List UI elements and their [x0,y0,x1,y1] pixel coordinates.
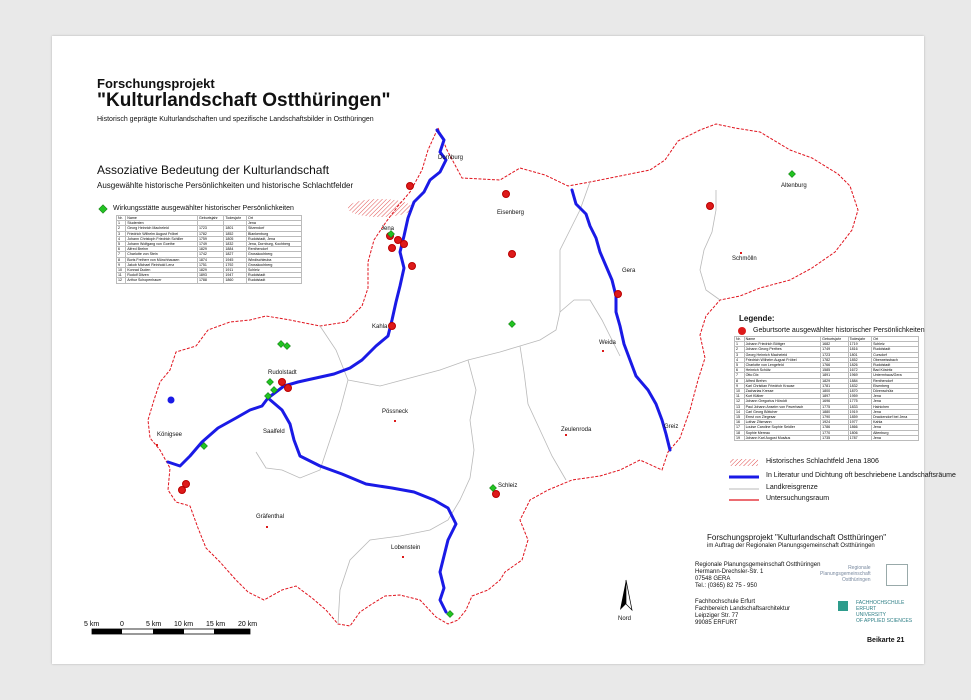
table-cell: Grosskochberg [247,262,302,267]
table-cell: 1759 [197,236,223,241]
table-cell: 1781 [821,383,848,388]
place-label: Altenburg [781,183,807,189]
place-label: Gera [622,268,636,274]
table-cell: 6 [117,247,126,252]
table-cell: Schleiz [872,342,919,347]
table-cell: Arthur Schopenhauer [126,278,198,283]
scale-label: 15 km [206,621,226,628]
rpg-address: Regionale Planungsgemeinschaft Ostthüringen Hermann-Drechsler-Str. 1 07548 GERA Tel.: (0365) 82 75 - 950 [695,562,821,589]
table-cell: 1874 [197,257,223,262]
table-cell: 1866 [848,425,871,430]
table-cell: 1723 [821,352,848,357]
legend-battlefield-symbol [730,459,758,466]
table-cell: Friedrich Wilhelm August Fröbel [126,231,198,236]
table-cell: 6 [735,368,745,373]
fh-address: Fachhochschule Erfurt Fachbereich Landschaftsarchitektur Leipziger Str. 77 99085 ERFURT [695,599,791,626]
legend-battlefield-label: Historisches Schlachtfeld Jena 1806 [766,458,879,465]
birthplace-marker [503,191,510,198]
river-saale-upper [268,398,456,612]
fh-logo-text: FACHHOCHSCHULE ERFURT UNIVERSITY OF APPLIED SCIENCES [856,600,913,624]
table-cell: 1911 [224,268,247,273]
table-cell: 1735 [821,435,848,440]
table-cell: 10 [735,389,745,394]
river-weisse-elster [572,190,670,450]
worksite-legend-marker [99,205,107,213]
table-cell: Kurt Kläber [744,394,821,399]
table-cell: Charlotte von Lengefeld [744,363,821,368]
table-header-cell: Nr. [735,337,745,342]
table-cell: 1770 [821,430,848,435]
table-cell: Untermhaus/Gera [872,373,919,378]
table-cell: Jakob Michael Reinhold Lenz [126,262,198,267]
table-cell: Johann Georg Perthes [744,347,821,352]
table-cell: 2 [117,226,126,231]
district-boundaries [256,182,720,624]
table-cell: 1884 [224,247,247,252]
table-cell: 1829 [821,378,848,383]
table-cell: 1859 [848,415,871,420]
place-label: Schleiz [498,483,518,489]
table-cell: 7 [735,373,745,378]
scale-bar [92,629,250,634]
table-cell: 1749 [821,347,848,352]
table-cell: Konrad Duden [126,268,198,273]
table-cell: 1749 [197,242,223,247]
legend-birthplace-symbol [738,327,746,335]
worksite-marker [283,342,290,349]
birthplace-marker [493,491,500,498]
table-cell: 1775 [821,404,848,409]
table-cell: Zacharias Kresse [744,389,821,394]
table-cell: 1766 [821,363,848,368]
table-cell: 12 [735,399,745,404]
section-subheading: Ausgewählte historische Persönlichkeiten und historische Schlachtfelder [97,181,354,190]
scale-label: 10 km [174,621,194,628]
table-cell: Blankenburg [247,231,302,236]
project-label: Forschungsprojekt [97,76,215,91]
table-cell: 1782 [821,357,848,362]
table-cell: 1945 [224,257,247,262]
table-cell: 4 [735,357,745,362]
table-cell: 1969 [848,373,871,378]
table-cell: 1775 [848,399,871,404]
table-header-cell: Todesjahr [848,337,871,342]
table-header-cell: Ort [872,337,919,342]
fh-logo-icon [838,601,848,611]
table-cell: 17 [735,425,745,430]
table-cell: 1893 [197,273,223,278]
place-label: Saalfeld [263,429,285,435]
battlefield-jena-1806 [348,199,412,217]
table-row [735,357,919,362]
table-cell: Johann Christoph Friedrich Schiller [126,236,198,241]
table-cell: Hainichen [872,404,919,409]
table-cell: 1829 [197,247,223,252]
table-cell: 1787 [848,435,871,440]
table-cell: Ernst von Ziegesar [744,415,821,420]
legend-title: Legende: [739,314,775,323]
table-cell: Rudolstadt [247,278,302,283]
worksite-marker [446,610,453,617]
place-label: Rudolstadt [268,370,297,376]
table-row [735,389,919,394]
place-label: Gräfenthal [256,514,285,520]
table-cell: 1891 [821,373,848,378]
table-cell: 2 [735,347,745,352]
table-cell: 12 [117,278,126,283]
table-cell: Rudolf Ditzen [126,273,198,278]
table-cell: Jena [872,399,919,404]
place-label: Zeulenroda [561,427,592,433]
table-cell: 1852 [224,231,247,236]
birthplace-table [734,336,919,441]
table-cell: 1585 [821,368,848,373]
table-cell: 3 [117,231,126,236]
table-cell: 1829 [197,268,223,273]
table-cell: 10 [117,268,126,273]
table-cell: Otto Dix [744,373,821,378]
table-cell: 1800 [821,389,848,394]
table-cell: 1790 [821,415,848,420]
table-cell: Renthendorf [247,247,302,252]
birthplace-marker [615,291,622,298]
north-arrow-icon [620,580,632,610]
table-cell: 1786 [821,425,848,430]
table-header-cell: Name [126,216,198,221]
table-cell: 1852 [848,357,871,362]
table-cell: 8 [735,378,745,383]
table-cell: Friedrich Wilhelm August Fröbel [744,357,821,362]
table-cell: 1682 [821,342,848,347]
table-cell: 16 [735,420,745,425]
footer-auftrag: im Auftrag der Regionalen Planungsgemeinschaft Ostthüringen [707,543,875,549]
birthplace-marker [179,487,186,494]
table-cell: Jena [872,409,919,414]
table-cell: 1801 [848,352,871,357]
legend-district-label: Landkreisgrenze [766,484,818,491]
place-label: Jena [381,226,395,232]
table-cell: Studenten [126,221,198,226]
birthplace-marker [389,323,396,330]
table-cell: 9 [117,262,126,267]
table-cell: 1977 [848,420,871,425]
table-row [117,278,302,283]
table-cell: Jena [872,394,919,399]
table-cell: Grosskochberg [247,252,302,257]
page-title: "Kulturlandschaft Ostthüringen" [97,90,391,111]
table-cell: Kahla [872,420,919,425]
worksite-marker [266,378,273,385]
table-cell: Sitzendorf [247,226,302,231]
table-cell: Bad Köstritz [872,368,919,373]
table-cell: Rudolstadt [872,347,919,352]
table-cell: 9 [735,383,745,388]
table-row [735,415,919,420]
birthplace-marker [407,183,414,190]
table-cell: Altenburg [872,430,919,435]
scale-label: 5 km [84,621,100,628]
table-cell: Alfred Brehm [744,378,821,383]
table-row [735,378,919,383]
table-cell: 1 [735,342,745,347]
table-cell: 1924 [821,420,848,425]
table-cell: 1832 [848,383,871,388]
place-label: Schmölln [732,256,757,262]
table-header-cell: Name [744,337,821,342]
place-label: Greiz [664,424,679,430]
table-cell: Boris Freiherr von Münchhausen [126,257,198,262]
table-cell: 1860 [224,278,247,283]
table-cell: 1782 [197,231,223,236]
table-cell: 1801 [224,226,247,231]
table-cell: 1719 [848,342,871,347]
table-header-cell: Geburtsjahr [197,216,223,221]
table-cell: 15 [735,415,745,420]
table-cell: Drackendorf bei Jena [872,415,919,420]
north-label: Nord [618,616,632,622]
table-cell: Johann Wolfgang von Goethe [126,242,198,247]
table-cell: 14 [735,409,745,414]
table-cell: 11 [735,394,745,399]
table-cell: Heinrich Schütz [744,368,821,373]
table-row [735,435,919,440]
place-label: Dornburg [438,155,464,161]
section-heading: Assoziative Bedeutung der Kulturlandschaft [97,163,330,177]
table-cell: 1826 [848,363,871,368]
birthplace-marker [409,263,416,270]
worksite-marker [508,320,515,327]
birthplace-marker-blue [168,397,175,404]
table-cell: Carl Georg Böttcher [744,409,821,414]
table-cell: 5 [735,363,745,368]
table-cell: Rudolstadt [872,363,919,368]
table-cell: 13 [735,404,745,409]
table-cell: Sophie Mereau [744,430,821,435]
table-cell: Rudolstadt [247,273,302,278]
rivers [168,130,670,612]
table-cell: Karl Christian Friedrich Krause [744,383,821,388]
table-cell: 1897 [821,394,848,399]
table-cell: Johann Friedrich Böttger [744,342,821,347]
table-cell: Jena [872,425,919,430]
table-cell: 1833 [848,404,871,409]
table-cell: 1806 [848,430,871,435]
table-cell: Eisenberg [872,383,919,388]
table-cell: 5 [117,242,126,247]
table-cell: Johann Gregorius Höroldt [744,399,821,404]
table-cell: 1696 [821,399,848,404]
table-cell: Windischleuba [247,257,302,262]
birthplace-marker [509,251,516,258]
place-label: Eisenberg [497,210,525,216]
table-header-cell: Ort [247,216,302,221]
table-cell: 1884 [848,378,871,383]
place-label: Kahla [372,324,388,330]
table-cell: Oberweissbach [872,357,919,362]
table-cell: Johann Karl August Musäus [744,435,821,440]
table-cell: 1832 [224,242,247,247]
table-cell: 1723 [197,226,223,231]
table-cell: Cursdorf [872,352,919,357]
table-header-cell: Todesjahr [224,216,247,221]
table-row [735,368,919,373]
table-cell: Jena, Dornburg, Kochberg [247,242,302,247]
table-cell: 1827 [224,252,247,257]
table-cell: 1919 [848,409,871,414]
table-cell: 4 [117,236,126,241]
table-cell: Paul Johann Anselm von Feuerbach [744,404,821,409]
table-cell: Jena [247,221,302,226]
table-cell: 19 [735,435,745,440]
table-cell: 1742 [197,252,223,257]
page-subtitle: Historisch geprägte Kulturlandschaften und spezifische Landschaftsbilder in Ostthüringen [97,116,374,123]
table-header-cell: Nr. [117,216,126,221]
table-cell: Louise Caroline Sophie Seidler [744,425,821,430]
table-cell: 8 [117,257,126,262]
table-header-cell: Geburtsjahr [821,337,848,342]
table-cell: Renthendorf [872,378,919,383]
table-cell: 1672 [848,368,871,373]
table-cell: 1816 [848,347,871,352]
table-cell: 1788 [197,278,223,283]
rpg-logo-text: Regionale Planungsgemeinschaft Ostthüringen [820,565,871,583]
place-label: Weida [599,340,616,346]
table-cell: Schleiz [247,268,302,273]
table-cell: 1 [117,221,126,226]
table-cell: 1792 [224,262,247,267]
table-cell: Rudolstadt, Jena [247,236,302,241]
birthplace-marker [707,203,714,210]
table-cell: Jena [872,435,919,440]
table-cell: 18 [735,430,745,435]
table-cell: 1751 [197,262,223,267]
table-cell: 1805 [224,236,247,241]
table-cell: Lothar Zitzmann [744,420,821,425]
table-cell: 1870 [848,389,871,394]
legend-river-label: In Literatur und Dichtung oft beschriebene Landschaftsräume [766,472,956,479]
birthplace-marker [279,379,286,386]
table-cell: Dörenschütz [872,389,919,394]
legend-boundary-label: Untersuchungsraum [766,495,830,502]
scale-label: 5 km [146,621,162,628]
table-cell: 1959 [848,394,871,399]
birthplace-marker [285,385,292,392]
table-cell: Georg Heinrich Macheleid [744,352,821,357]
place-label: Königsee [157,432,183,438]
table-cell: 1947 [224,273,247,278]
worksite-legend-label: Wirkungsstätte ausgewählter historischer Persönlichkeiten [113,205,294,212]
table-cell: 3 [735,352,745,357]
scale-label: 20 km [238,621,258,628]
scale-label: 0 [120,621,124,628]
legend-birthplace-label: Geburtsorte ausgewählter historischer Persönlichkeiten [753,327,925,334]
place-label: Lobenstein [391,545,421,551]
map-number: Beikarte 21 [867,637,905,644]
birthplace-marker [401,241,408,248]
table-cell: Charlotte von Stein [126,252,198,257]
worksite-marker [788,170,795,177]
worksite-marker [277,340,284,347]
table-cell: Georg Heinrich Macheleid [126,226,198,231]
table-cell: Alfred Brehm [126,247,198,252]
table-cell: 1880 [821,409,848,414]
footer-project: Forschungsprojekt "Kulturlandschaft Ostthüringen" [707,533,887,542]
table-cell: 7 [117,252,126,257]
place-label: Pössneck [382,409,409,415]
worksite-table [116,215,302,284]
table-cell: 11 [117,273,126,278]
rpg-logo-icon [886,564,908,586]
birthplace-marker [389,245,396,252]
